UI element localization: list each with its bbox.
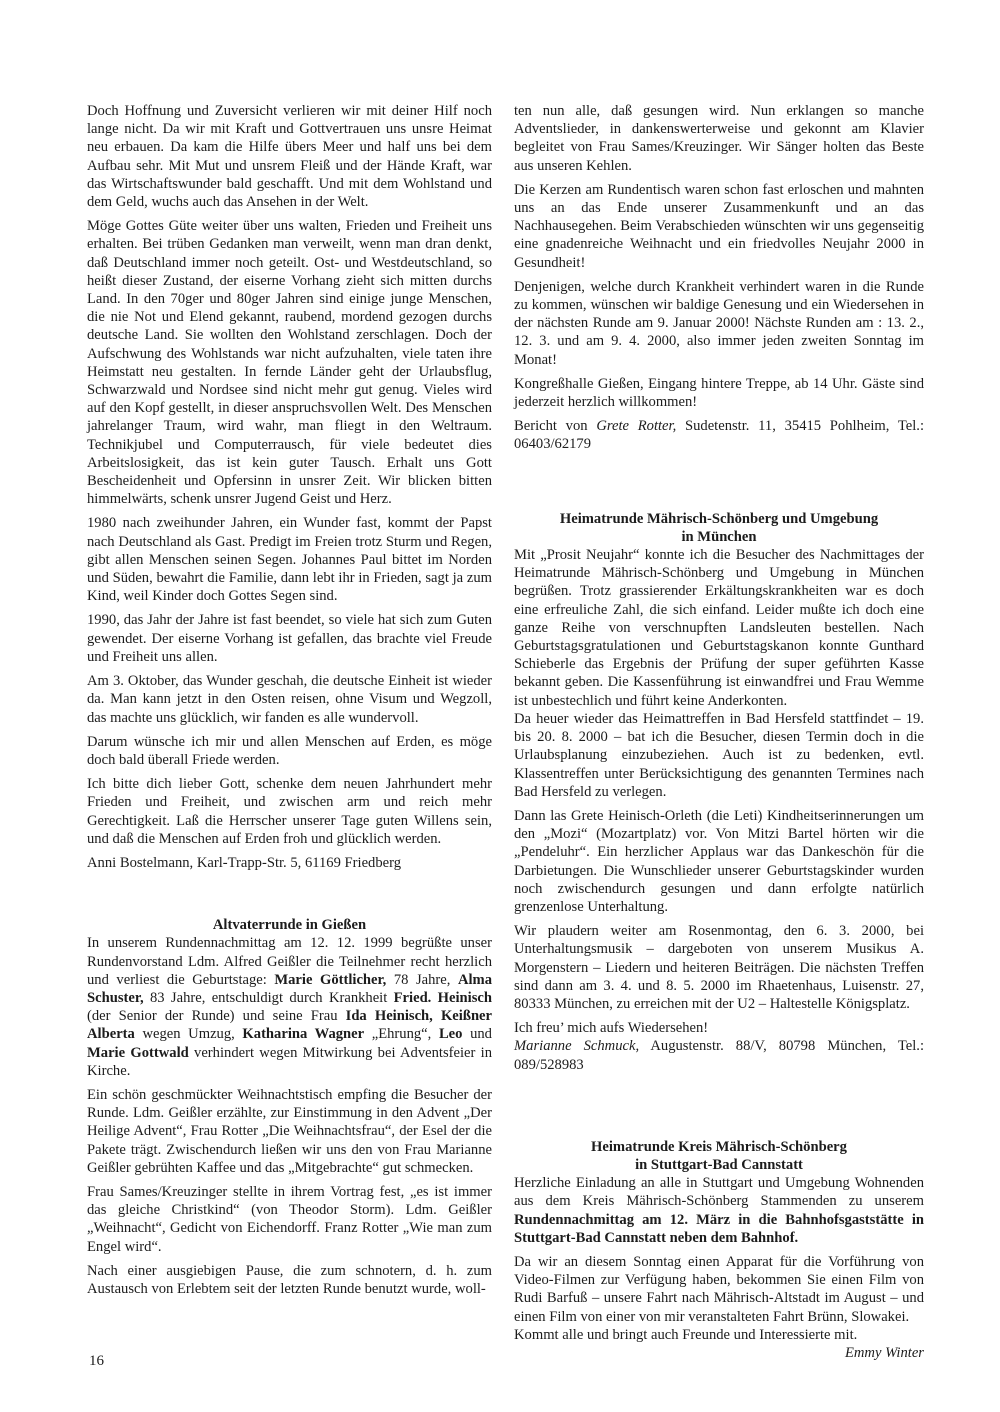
section-heading-muenchen: Heimatrunde Mährisch-Schönberg und Umgebung (559, 510, 879, 527)
signature-line: Marianne Schmuck, Augustenstr. 88/V, 80798 München, Tel.: 089/528983 (514, 1038, 924, 1073)
article-paragraph: Mit „Prosit Neujahr“ konnte ich die Besucher des Nachmittages der Heimatrunde Mährisch-Schönberg und Umgebung in München begrüßen. Trotz grassierender Erkältungskrankheiten war es doch eine erfreuliche Zahl, die sich einfand. Leider mußte ich doch eine ganze Reihe von verschnupften Landsleuten bestellen. Nach Geburtstagsgratulationen und Geburtstagskanon konnte Gunthard Schieberle das Ergebnis der Prüfung der super geführten Kasse bekannt geben. Die Kassenführung ist einwandfrei und Frau Wemme ist unbestechlich und führt keine Anderkonten. (514, 547, 924, 709)
article-paragraph: Ich freu’ mich aufs Wiedersehen! (514, 1020, 709, 1037)
poem-paragraph: Ich bitte dich lieber Gott, schenke dem neuen Jahrhundert mehr Frieden und Freiheit, und zwischen arm und reich mehr Gerechtigkeit. Laß die Herrscher unserer Tage guten Willens sein, und daß die Menschen auf Erden froh und glücklich werden. (87, 776, 492, 847)
article-paragraph: Die Kerzen am Rundentisch waren schon fast erloschen und mahnten uns an das Ende unserer Zusammenkunft und an das Nachhausegehen. Beim Verabschieden wünschten wir uns gegenseitig eine gnadenreiche Weihnacht und ein friedvolles Neujahr 2000 in Gesundheit! (514, 181, 924, 271)
section-heading-stuttgart-sub: in Stuttgart-Bad Cannstatt (635, 1156, 803, 1173)
article-paragraph: Herzliche Einladung an alle in Stuttgart und Umgebung Wohnenden aus dem Kreis Mährisch-Schönberg Stammenden zu unserem Rundennachmittag am 12. März in die Bahnhofsgaststätte in Stuttgart-Bad Cannstatt neben dem Bahnhof. (514, 1175, 924, 1246)
article-paragraph: Nach einer ausgiebigen Pause, die zum schnotern, d. h. zum Austausch von Erlebtem seit der letzten Runde benutzt wurde, woll- (87, 1262, 492, 1297)
article-paragraph: Ein schön geschmückter Weihnachtstisch empfing die Besucher der Runde. Ldm. Geißler erzählte, zur Einstimmung in den Advent „Der Heilige Advent“, Frau Rotter „Die Weihnachtsfrau“, der Esel der die Pakete trägt. Zwischendurch ließen wir uns den von Frau Marianne Geißler gebrühten Kaffee und das „Mitgebrachte“ gut schmecken. (87, 1086, 492, 1176)
left-column (87, 102, 492, 1298)
article-paragraph: Da wir an diesem Sonntag einen Apparat für die Vorführung von Video-Filmen zur Verfügung haben, bekommen Sie einen Film von Rudi Barfuß – unsere Fahrt nach Mährisch-Altstadt im August – und einen Film von einer von mir veranstalteten Fahrt Brünn, Slowakei. (514, 1253, 924, 1325)
poem-paragraph: 1990, das Jahr der Jahre ist fast beendet, so viele hat sich zum Guten gewendet. Der eiserne Vorhang ist gefallen, das brachte viel Freude und Freiheit uns allen. (87, 612, 492, 665)
article-paragraph: Wir plaudern weiter am Rosenmontag, den 6. 3. 2000, bei Unterhaltungsmusik – dargeboten von unserem Musikus A. Morgenstern – Liedern und heiteren Beiträgen. Die nächsten Treffen sind dann am 3. 4. und 8. 5. 2000 im Rhaetenhaus, Luisenstr. 27, 80333 München, zu erreichen mit der U2 – Haltestelle Königsplatz. (514, 923, 924, 1012)
section-heading-stuttgart: Heimatrunde Kreis Mährisch-Schönberg (591, 1138, 847, 1155)
poem-paragraph: 1980 nach zweihunder Jahren, ein Wunder fast, kommt der Papst nach Deutschland als Gast. Predigt im Freien trotz Sturm und Regen, gibt allen Menschen seinen Segen. Johannes Paul bittet im Norden und Süden, bewahrt die Familie, dann lebt ihr in Frieden, sagt ja zum Kind, weil Kinder doch Gottes Segen sind. (87, 515, 492, 605)
poem-paragraph: Am 3. Oktober, das Wunder geschah, die deutsche Einheit ist wieder da. Man kann jetzt in den Osten reisen, ohne Visum und Wegzoll, das machte uns glücklich, wir fanden es alle wundervoll. (87, 673, 492, 726)
page-number: 16 (89, 1353, 104, 1369)
section-heading-muenchen-sub: in München (681, 528, 757, 545)
section-heading-altvaterrunde: Altvaterrunde in Gießen (212, 917, 367, 934)
poem-paragraph: Darum wünsche ich mir und allen Menschen auf Erden, es möge doch bald überall Friede werden. (87, 733, 492, 768)
article-paragraph: Kongreßhalle Gießen, Eingang hintere Treppe, ab 14 Uhr. Gäste sind jederzeit herzlich willkommen! (514, 375, 924, 411)
article-paragraph: Denjenigen, welche durch Krankheit verhindert waren in die Runde zu kommen, wünschen wir baldige Genesung und ein Wiedersehen in der nächsten Runde am 9. Januar 2000! Nächste Runden am : 13. 2., 12. 3. und am 9. 4. 2000, also immer jeden zweiten Sonntag im Monat! (514, 278, 924, 368)
author-line: Anni Bostelmann, Karl-Trapp-Str. 5, 61169 Friedberg (87, 854, 402, 871)
article-paragraph: Da heuer wieder das Heimattreffen in Bad Hersfeld stattfindet – 19. bis 20. 8. 2000 – bat ich die Besucher, diesen Termin doch in die Urlaubsplanung einzubeziehen. Auch ist zu bedenken, evtl. Klassentreffen unter Berücksichtigung des genannten Termines nach Bad Hersfeld zu verlegen. (514, 710, 924, 800)
right-column (514, 102, 924, 1368)
article-paragraph: In unserem Rundennachmittag am 12. 12. 1999 begrüßte unser Rundenvorstand Ldm. Alfred Geißler die Teilnehmer recht herzlich und verliest die Geburtstage: Marie Göttlicher, 78 Jahre, Alma Schuster, 83 Jahre, entschuldigt durch Krankheit Fried. Heinisch (der Senior der Runde) und seine Frau Ida Heinisch, Keißner Alberta wegen Umzug, Katharina Wagner „Ehrung“, Leo und Marie Gottwald verhindert wegen Mitwirkung bei Adventsfeier in Kirche. (87, 935, 493, 1079)
poem-paragraph: Doch Hoffnung und Zuversicht verlieren wir mit deiner Hilf noch lange nicht. Da wir mit Kraft und Gottvertrauen uns unsre Heimat neu erbauen. Da kam die Hilfe übers Meer und half uns bei dem Aufbau sehr. Mit Mut und unsrem Fleiß und der Hände Kraft, war das Wirtschaftswunder bald geschafft. Und mit dem Wohlstand und dem Geld, wuchs auch das Ansehen in der Welt. (87, 103, 492, 211)
report-credit: Bericht von Grete Rotter, Sudetenstr. 11, 35415 Pohlheim, Tel.: 06403/62179 (514, 418, 924, 453)
article-paragraph: Frau Sames/Kreuzinger stellte in ihrem Vortrag fest, „es ist immer das gleiche Christkind“ (von Theodor Storm). Ldm. Geißler „Weihnacht“, Gedicht von Eichendorff. Franz Rotter „Wie man zum Engel wird“. (87, 1183, 492, 1255)
article-paragraph: Dann las Grete Heinisch-Orleth (die Leti) Kindheitserinnerungen um den „Mozi“ (Mozartplatz) vor. Von Mitzi Bartel hörten wir die „Pendeluhr“. Ein herzlicher Applaus war das Dankeschön für die Darbietungen. Die Wunschlieder unserer Geburtstagskinder wurden noch zwischendurch gesungen und dann erfolgte natürlich grenzenlose Unterhaltung. (514, 807, 924, 915)
article-paragraph: Kommt alle und bringt auch Freunde und Interessierte mit. (514, 1326, 858, 1343)
article-paragraph: ten nun alle, daß gesungen wird. Nun erklangen so manche Adventslieder, in dankenswerterweise und gekonnt am Klavier begleitet von Frau Sames/Kreuzinger. Wir Sänger holten das Beste aus unseren Kehlen. (514, 103, 924, 174)
signature-line: Emmy Winter (844, 1344, 924, 1361)
poem-paragraph: Möge Gottes Güte weiter über uns walten, Frieden und Freiheit uns erhalten. Bei trüben Gedanken man verweilt, wenn man dran denkt, daß Deutschland immer noch geteilt. Ost- und Westdeutschland, so heißt dieser Zustand, der eiserne Vorhang zieht sich mitten durchs Land. In den 70ger und 80ger Jahren sind einige junge Menschen, die nie Not und Elend gekannt, raubend, mordend gezogen durchs deutsche Land. Sie wollten den Wohlstand zerschlagen. Doch der Aufschwung des Wohlstands war nicht aufzuhalten, viele taten ihre Heimstatt neu gestalten. In fernde Länder geht der Urlaubsflug, Schwarzwald und Nordsee sind nicht mehr gut genug. Vieles wird auf den Kopf gestellt, in dieser anspruchsvollen Welt. Des Menschen jahrelanger Traum, wird wahr, man fliegt in den Weltraum. Technikjubel und Computerrausch, für viele bedeutet dies Arbeitslosigkeit, das ist kein guter Tausch. Erhalt uns Gott Bescheidenheit und Opfersinn in unsrer Zeit. Wir blicken bitten himmelwärts, schenk unsrer Jugend Geist und Herz. (87, 218, 492, 508)
